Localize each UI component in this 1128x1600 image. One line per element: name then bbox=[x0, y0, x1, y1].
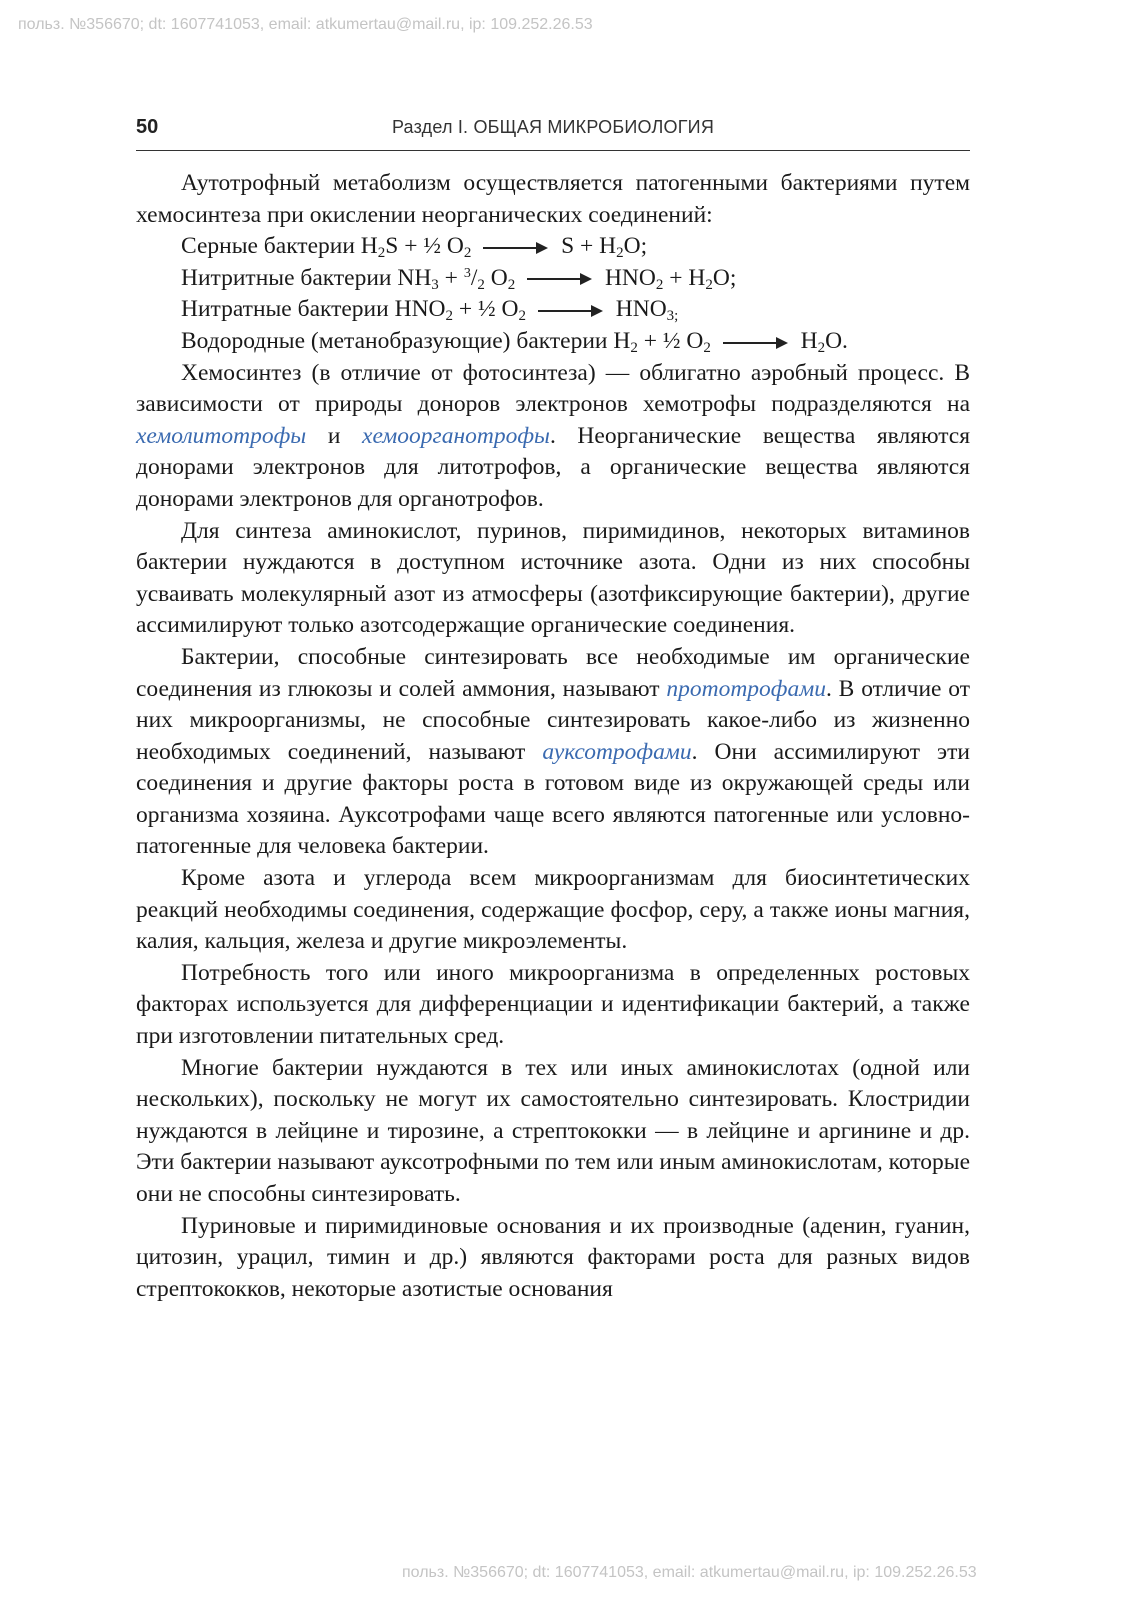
term-chemoorganotrophs[interactable]: хемоорганотрофы bbox=[362, 422, 550, 449]
equation-hydrogen-bacteria: Водородные (метанобразующие) бактерии $H_2$ + ½ $O_2$ $H_2O$. bbox=[181, 327, 848, 356]
reaction-arrow-icon bbox=[723, 342, 785, 344]
equation-label: Водородные (метанобразующие) бактерии bbox=[181, 327, 608, 354]
paragraph-7: Многие бактерии нуждаются в тех или иных аминокислотах (одной или нескольких), поскольку не могут их самостоятельно синтезировать. Клостридии нуждаются в лейцине и тирозине, а стрептококки — в лейцине и аргинине и др. Эти бактерии называют ауксотрофными по тем или иным аминокислотам, которые они не способны синтезировать. bbox=[136, 1054, 970, 1207]
reaction-arrow-icon bbox=[538, 310, 600, 312]
reaction-arrow-icon bbox=[527, 278, 589, 280]
paragraph-4: Бактерии, способные синтезировать все необходимые им органические соединения из глюкозы и солей аммония, называют прототрофами. В отличие от них микроорганизмы, не способные синтезировать какое-либо из жизненно необходимых соединений, называют ауксотрофами. Они ассимилируют эти соединения и другие факторы роста в готовом виде из окружающей среды или организма хозяина. Ауксотрофами чаще всего являются патогенные или условно-патогенные для человека бактерии. bbox=[136, 643, 970, 860]
paragraph-8: Пуриновые и пиримидиновые основания и их производные (аденин, гуанин, цитозин, урацил, тимин и др.) являются факторами роста для разных видов стрептококков, некоторые азотистые основания bbox=[136, 1212, 970, 1302]
paragraph-3: Для синтеза аминокислот, пуринов, пиримидинов, некоторых витаминов бактерии нуждаются в доступном источнике азота. Одни из них способны усваивать молекулярный азот из атмосферы (азотфиксирующие бактерии), другие ассимилируют только азотсодержащие органические соединения. bbox=[136, 517, 970, 639]
paragraph-6: Потребность того или иного микроорганизма в определенных ростовых факторах используется для дифференциации и идентификации бактерий, а также при изготовлении питательных сред. bbox=[136, 959, 970, 1050]
page-body bbox=[136, 168, 970, 1305]
page-header bbox=[136, 114, 970, 151]
term-prototrophs[interactable]: прототрофами bbox=[666, 675, 826, 702]
equation-label: Нитратные бактерии bbox=[181, 296, 389, 323]
running-head: Раздел I. ОБЩАЯ МИКРОБИОЛОГИЯ bbox=[391, 117, 715, 137]
equation-nitrate-bacteria: Нитратные бактерии $HNO_2$ + ½ $O_2$ $HNO_{3;}$ bbox=[181, 296, 679, 325]
reaction-arrow-icon bbox=[483, 247, 545, 249]
term-chemolithotrophs[interactable]: хемолитотрофы bbox=[136, 422, 307, 449]
term-auxotrophs[interactable]: ауксотрофами bbox=[542, 738, 692, 765]
watermark-top: польз. №356670; dt: 1607741053, email: atkumertau@mail.ru, ip: 109.252.26.53 bbox=[18, 16, 593, 33]
paragraph-2: Хемосинтез (в отличие от фотосинтеза) — облигатно аэробный процесс. В зависимости от природы доноров электронов хемотрофы подразделяются на хемолитотрофы и хемоорганотрофы. Неорганические вещества являются донорами электронов для литотрофов, а органические вещества являются донорами электронов для органотрофов. bbox=[136, 359, 971, 512]
page-number: 50 bbox=[136, 116, 159, 138]
watermark-bottom: польз. №356670; dt: 1607741053, email: atkumertau@mail.ru, ip: 109.252.26.53 bbox=[402, 1564, 977, 1581]
equation-label: Нитритные бактерии bbox=[181, 264, 392, 291]
paragraph-1: Аутотрофный метаболизм осуществляется патогенными бактериями путем хемосинтеза при окислении неорганических соединений: bbox=[136, 170, 970, 228]
paragraph-5: Кроме азота и углерода всем микроорганизмам для биосинтетических реакций необходимы соединения, содержащие фосфор, серу, а также ионы магния, калия, кальция, железа и другие микроэлементы. bbox=[136, 865, 970, 955]
equation-label: Серные бактерии bbox=[181, 233, 355, 260]
equation-sulfur-bacteria: Серные бактерии $H_2S$ + ½ $O_2$ $S + H_2O$; bbox=[181, 233, 648, 262]
equation-nitrite-bacteria: Нитритные бактерии $NH_3 + ^3/_2$ $O_2$ $HNO_2 + H_2O$; bbox=[181, 264, 737, 293]
